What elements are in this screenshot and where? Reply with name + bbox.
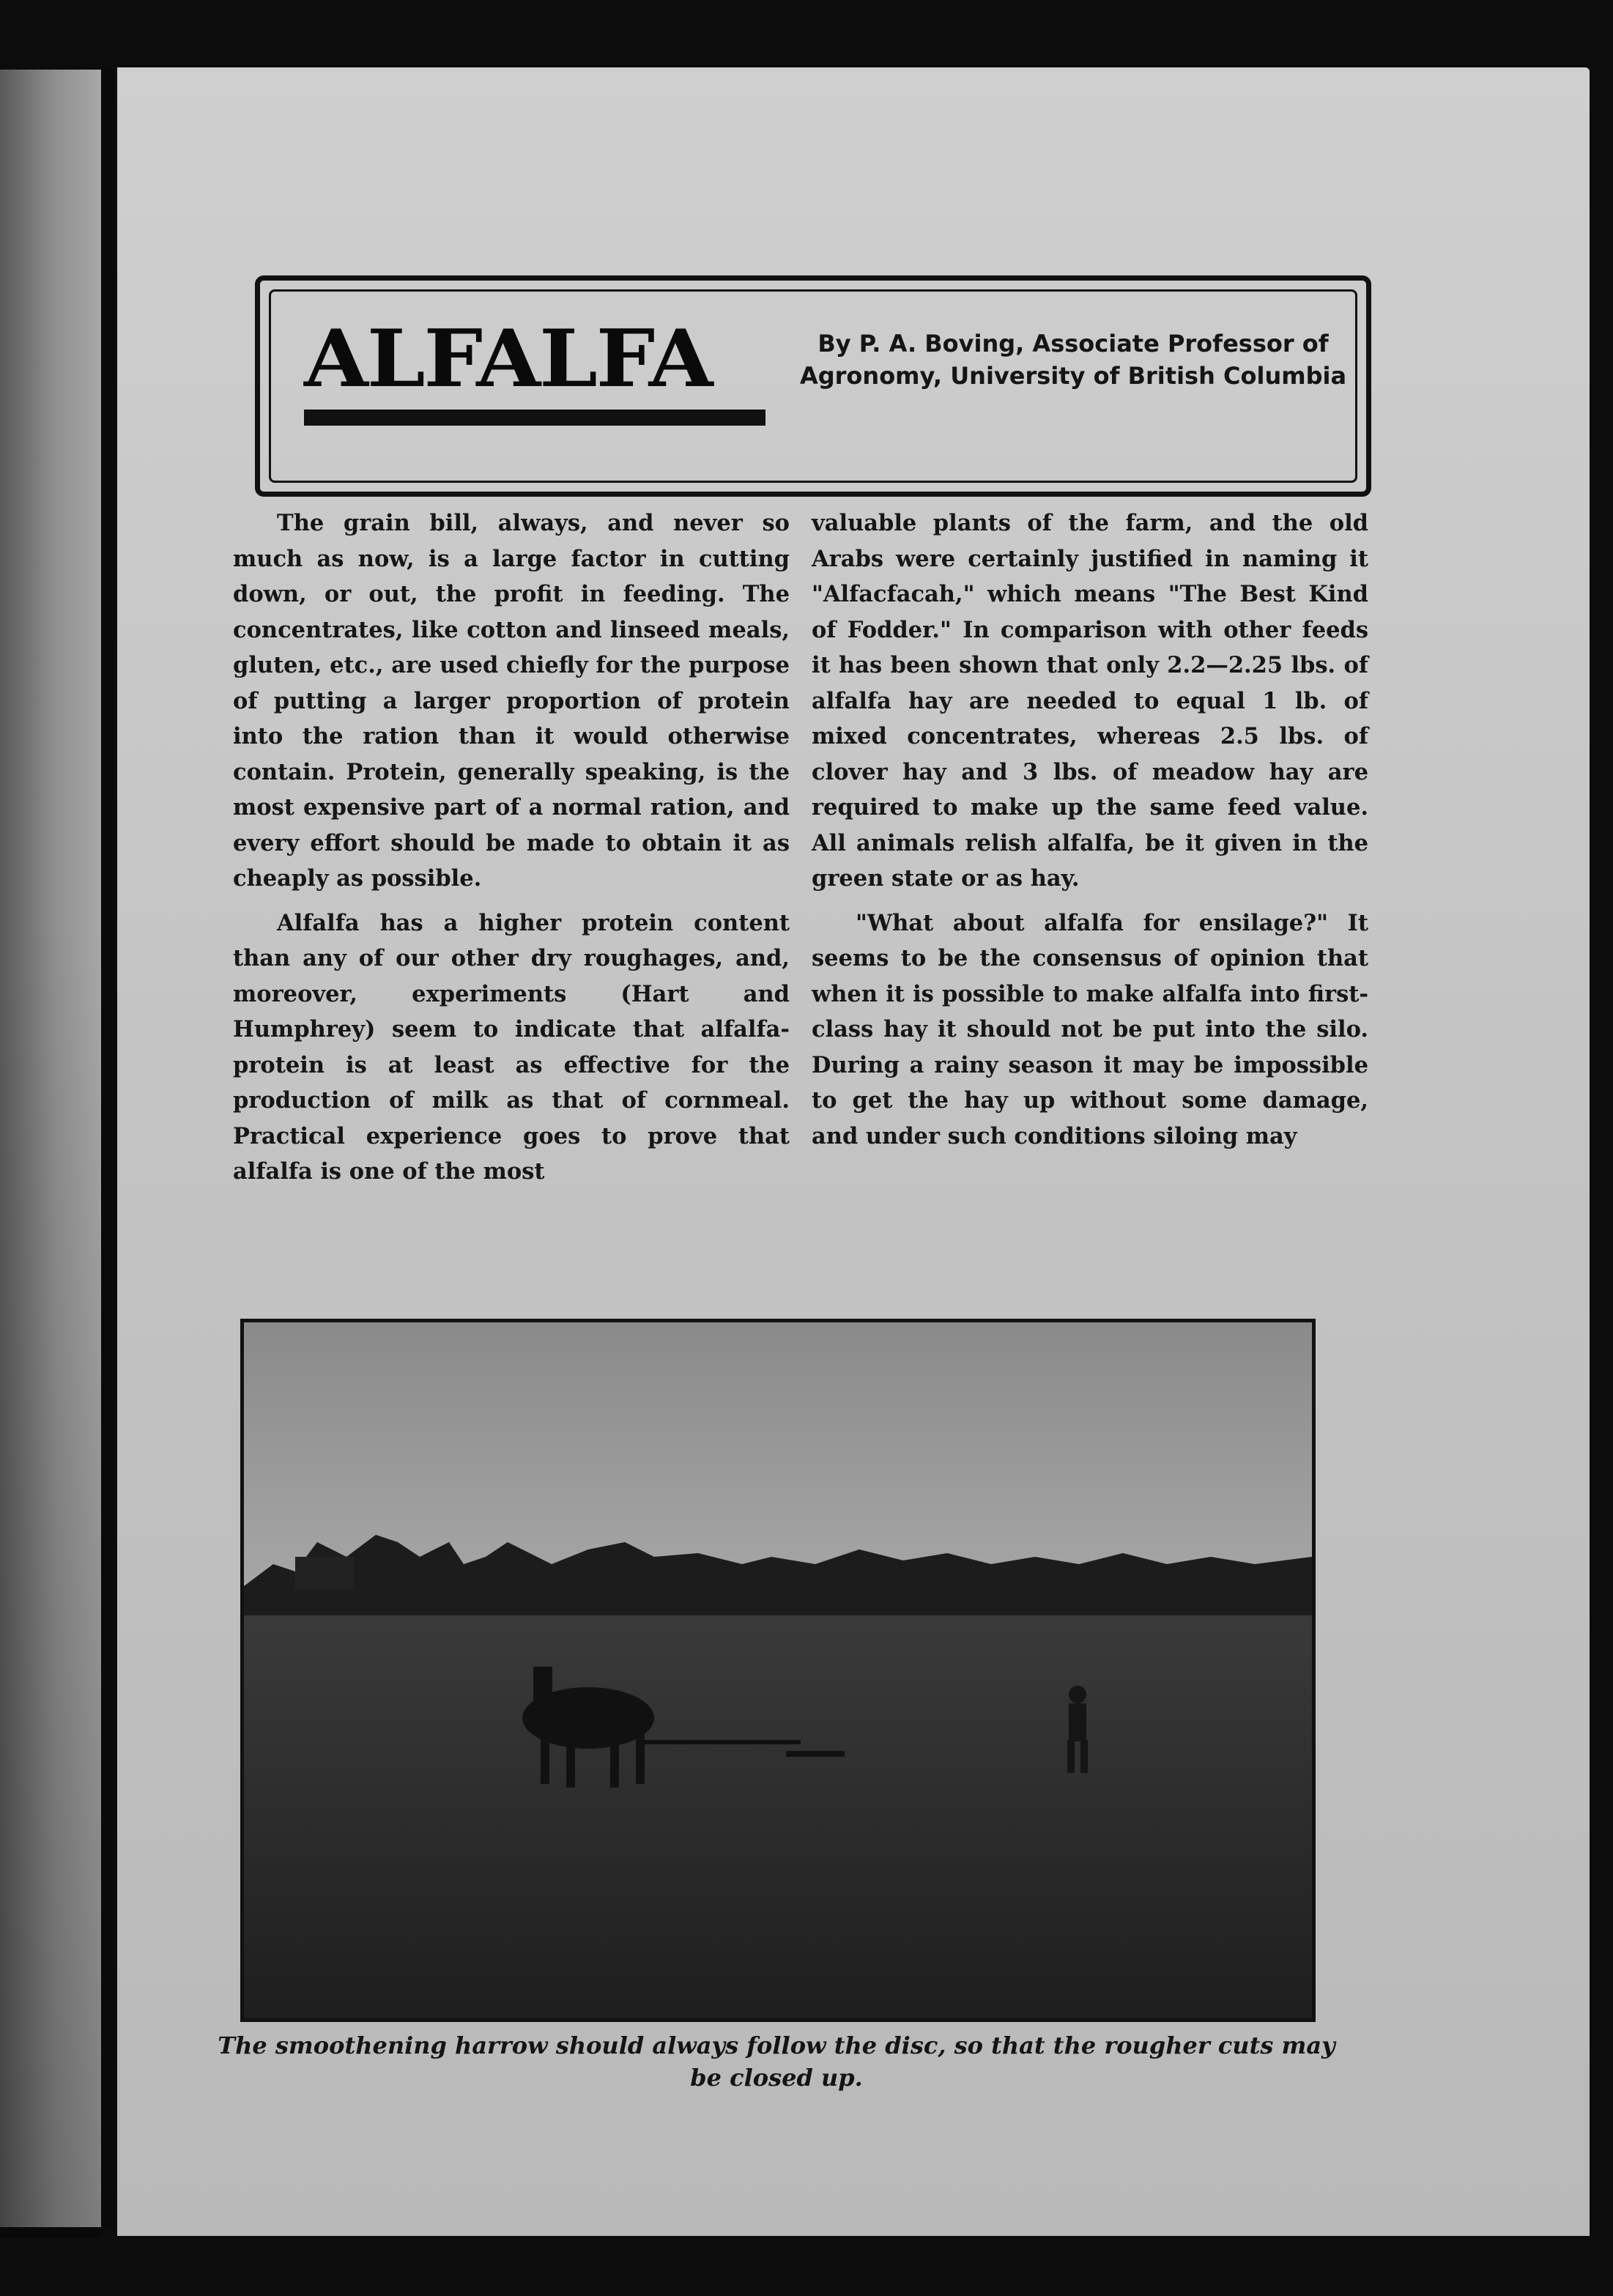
paragraph-ensilage: "What about alfalfa for ensilage?" It seems to be the consensus of opinion that when it is possible to make alfalfa into first-class hay it should not be put into the silo. During a rainy season it may be impossible to get the hay up without some damage, and under such conditions siloing may xyxy=(812,909,1368,1149)
field-harrow-photo xyxy=(240,1319,1316,2022)
article-headline: ALFALFA xyxy=(304,313,712,405)
article-byline: By P. A. Boving, Associate Professor of Agronomy, University of British Columbia xyxy=(799,330,1347,390)
paragraph-grain-bill: The grain bill, always, and never so much as now, is a large factor in cutting down, or out, the profit in feeding. The concentrates, like cotton and linseed meals, gluten, etc., are used chiefly for the purpose of putting a larger proportion of protein into the ration than it would otherwise contain. Protein, generally speaking, is the most expensive part of a normal ration, and every effort should be made to obtain it as cheaply as possible. xyxy=(233,510,790,892)
photo-illustration xyxy=(244,1322,1312,2018)
paragraph-protein-content: Alfalfa has a higher protein content than any of our other dry roughages, and, moreover, experiments (Hart and Humphrey) seem to indicate that alfalfa-protein is at least as effective for the production of milk as that of cornmeal. Practical experience goes to prove that alfalfa is one of the most xyxy=(233,909,790,1185)
photo-caption: The smoothening harrow should always follow the disc, so that the rougher cuts may be closed up. xyxy=(218,2032,1335,2092)
farmhouse xyxy=(295,1557,354,1590)
left-column xyxy=(233,506,790,1199)
field xyxy=(244,1615,1312,2018)
title-box xyxy=(255,275,1371,497)
binding-spine xyxy=(101,70,113,2227)
right-column xyxy=(812,506,1368,1163)
facing-page-edge xyxy=(0,70,101,2227)
paragraph-valuable-plants: valuable plants of the farm, and the old Arabs were certainly justified in naming it "Alfacfacah," which means "The Best Kind of Fodder." In comparison with other feeds it has been shown that only 2.2—2.25 lbs. of alfalfa hay are needed to equal 1 lb. of mixed concentrates, whereas 2.5 lbs. of clover hay and 3 lbs. of meadow hay are required to make up the same feed value. All animals relish alfalfa, be it given in the green state or as hay. xyxy=(812,510,1368,892)
headline-underline xyxy=(304,410,765,426)
